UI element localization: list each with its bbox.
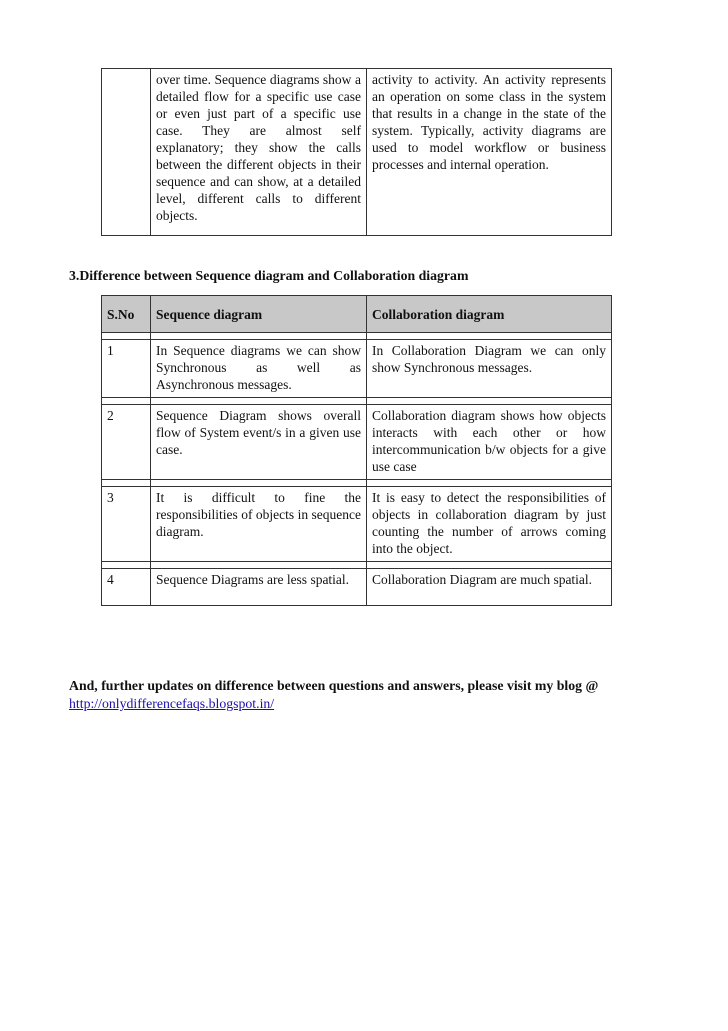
difference-table bbox=[101, 295, 612, 606]
table-cell-sno bbox=[102, 69, 151, 236]
table-spacer-row bbox=[102, 333, 612, 340]
table-header-row bbox=[102, 296, 612, 333]
table-cell-sno: 4 bbox=[102, 569, 151, 606]
table-spacer-row bbox=[102, 480, 612, 487]
table-row bbox=[102, 340, 612, 398]
continued-comparison-table bbox=[101, 68, 612, 236]
column-header-sno: S.No bbox=[102, 296, 151, 333]
table-row bbox=[102, 405, 612, 480]
table-row bbox=[102, 569, 612, 606]
table-cell-collaboration: It is easy to detect the responsibilities of objects in collaboration diagram by just counting the number of arrows coming into the object. bbox=[367, 487, 612, 562]
table-cell-sequence: Sequence Diagram shows overall flow of System event/s in a given use case. bbox=[151, 405, 367, 480]
table-cell-collaboration: Collaboration diagram shows how objects interacts with each other or how intercommunication b/w objects for a give use case bbox=[367, 405, 612, 480]
table-cell-collaboration: Collaboration Diagram are much spatial. bbox=[367, 569, 612, 606]
table-row bbox=[102, 69, 612, 236]
table-cell-sequence: It is difficult to fine the responsibilities of objects in sequence diagram. bbox=[151, 487, 367, 562]
blog-link[interactable]: http://onlydifferencefaqs.blogspot.in/ bbox=[69, 696, 275, 711]
table-cell-sno: 3 bbox=[102, 487, 151, 562]
table-cell-sno: 2 bbox=[102, 405, 151, 480]
table-cell-collaboration: In Collaboration Diagram we can only show Synchronous messages. bbox=[367, 340, 612, 398]
table-row bbox=[102, 487, 612, 562]
column-header-collaboration: Collaboration diagram bbox=[367, 296, 612, 333]
table-cell-activity: activity to activity. An activity represents an operation on some class in the system that results in a change in the state of the system. Typically, activity diagrams are used to model workflow or business processes and internal operation. bbox=[367, 69, 612, 236]
table-cell-sequence: Sequence Diagrams are less spatial. bbox=[151, 569, 367, 606]
column-header-sequence: Sequence diagram bbox=[151, 296, 367, 333]
table-spacer-row bbox=[102, 398, 612, 405]
table-spacer-row bbox=[102, 562, 612, 569]
section-heading: 3.Difference between Sequence diagram and Collaboration diagram bbox=[69, 268, 469, 283]
table-cell-sequence: over time. Sequence diagrams show a detailed flow for a specific use case or even just part of a specific use case. They are almost self explanatory; they show the calls between the different objects in their sequence and can show, at a detailed level, different calls to different objects. bbox=[151, 69, 367, 236]
footer-note: And, further updates on difference between questions and answers, please visit my blog @ bbox=[69, 678, 599, 693]
table-cell-sequence: In Sequence diagrams we can show Synchronous as well as Asynchronous messages. bbox=[151, 340, 367, 398]
table-cell-sno: 1 bbox=[102, 340, 151, 398]
